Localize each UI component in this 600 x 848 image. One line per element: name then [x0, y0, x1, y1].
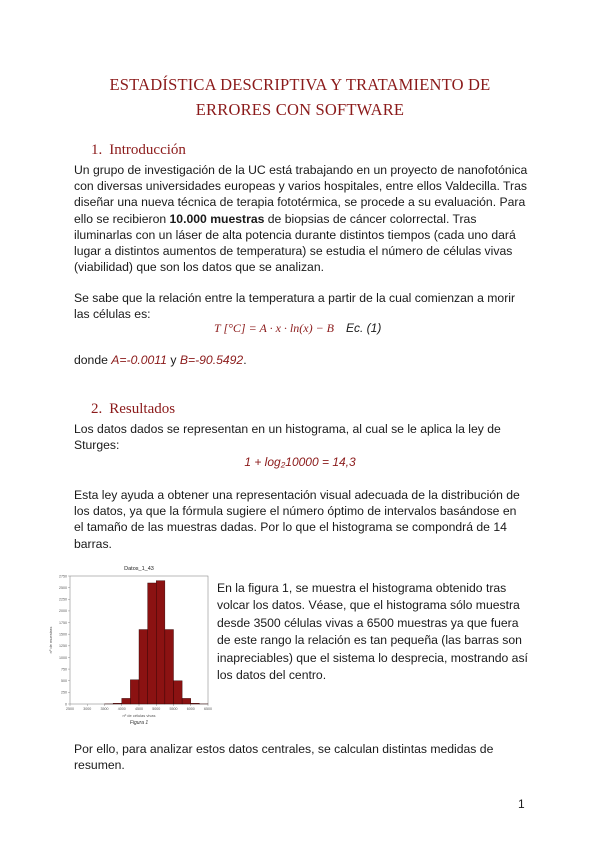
y-tick-label: 250 — [61, 690, 67, 695]
y-tick-label: 1000 — [59, 655, 67, 660]
results-paragraph-3: Por ello, para analizar estos datos centrales, se calculan distintas medidas de resumen. — [74, 742, 494, 773]
equation-formula: T [°C] = A · x · ln(x) − B — [214, 321, 334, 335]
y-tick-label: 2750 — [59, 574, 67, 579]
y-tick-label: 500 — [61, 679, 67, 684]
y-tick-label: 1750 — [59, 620, 67, 625]
y-tick-label: 1250 — [59, 644, 67, 649]
results-paragraph-2: Esta ley ayuda a obtener una representación visual adecuada de la distribución de los datos, ya que la fórmula sugiere el número óptimo de intervalos basándose en el tamaño de las muestras dadas. Por lo que el histograma se compondrá de 14 barras. — [74, 488, 520, 551]
intro-text-b: de biopsias de cáncer colorrectal. Tras iluminarlas con un láser de alta potencia durante distintos tiempos (cada uno dará lugar a distintos aumentos de temperatura) se estudia el número de células vivas (viabilidad) que son los datos que se analizan. — [74, 211, 516, 275]
param-a: A=-0.0011 — [111, 353, 167, 367]
x-tick-label: 5000 — [152, 707, 161, 711]
p3-text-y: y — [166, 353, 180, 367]
section-heading-introduccion — [91, 142, 186, 159]
histogram-bar — [156, 581, 165, 704]
section-number: 1. — [91, 142, 103, 158]
intro-paragraph-3 — [74, 352, 529, 368]
page-number: 1 — [518, 797, 525, 811]
x-tick-label: 5500 — [169, 707, 178, 711]
results-paragraph-1: Los datos dados se representan en un histograma, al cual se le aplica la ley de Sturges: — [74, 422, 501, 453]
y-tick-label: 2500 — [59, 585, 67, 590]
histogram-bar — [113, 703, 122, 704]
chart-title: Datos_1_43 — [124, 566, 154, 572]
histogram-bar — [174, 681, 183, 704]
x-tick-label: 2500 — [66, 707, 74, 711]
x-tick-label: 3000 — [83, 707, 92, 711]
intro-samples-bold: 10.000 muestras — [169, 211, 265, 226]
histogram-bar — [130, 680, 139, 704]
histogram-bar — [165, 630, 174, 704]
equation-1 — [214, 321, 381, 336]
figure-description: En la figura 1, se muestra el histograma obtenido tras volcar los datos. Véase, que el histograma sólo muestra desde 3500 células vivas a 6500 muestras ya que fuera de este rango la relación es tan pequeña (las barras son inapreciables) que el sistema lo desprecia, mostrando así los datos del centro. — [217, 581, 528, 683]
intro-text-a: Un grupo de investigación de la UC está trabajando en un proyecto de nanofotónica con diversas universidades europeas y varios hospitales, entre ellos Valdecilla. Tras diseñar una nueva técnica de terapia fototérmica, se procede a su evaluación. Para ello se recibieron — [74, 163, 528, 226]
y-axis-ticks — [59, 574, 70, 706]
y-tick-label: 2250 — [59, 597, 67, 602]
histogram-bar — [191, 703, 200, 704]
p3-text-a: donde — [74, 353, 112, 367]
p3-text-end: . — [243, 353, 247, 367]
x-axis-ticks — [66, 704, 212, 711]
x-tick-label: 3500 — [100, 707, 109, 711]
histogram-bar — [139, 630, 148, 704]
x-axis-label: nº de células vivas — [122, 713, 156, 718]
section-heading-resultados — [91, 401, 175, 418]
histogram-figure — [44, 562, 214, 728]
document-title — [0, 72, 600, 122]
x-tick-label: 6000 — [186, 707, 195, 711]
title-line-2: ERRORES CON SOFTWARE — [195, 100, 405, 119]
section-title: Resultados — [109, 401, 176, 417]
title-line-1: ESTADÍSTICA DESCRIPTIVA Y TRATAMIENTO DE — [109, 75, 491, 94]
param-b: B=-90.5492 — [179, 353, 244, 367]
y-tick-label: 0 — [65, 702, 67, 707]
histogram-bar — [148, 583, 157, 704]
figure-caption: Figura 1 — [129, 720, 149, 726]
y-axis-label: nº de muestras — [48, 626, 53, 654]
x-tick-label: 4000 — [117, 707, 126, 711]
section-number: 2. — [91, 401, 103, 417]
histogram-bar — [182, 698, 191, 704]
equation-ref: Ec. (1) — [346, 321, 382, 335]
x-tick-label: 4500 — [135, 707, 143, 711]
y-tick-label: 2000 — [59, 609, 67, 614]
y-tick-label: 1500 — [59, 632, 67, 637]
sturges-equation: 1 + log₂10000 = 14,3 — [244, 455, 356, 469]
intro-paragraph-2: Se sabe que la relación entre la temperatura a partir de la cual comienzan a morir las células es: — [74, 291, 516, 322]
x-tick-label: 6500 — [204, 707, 212, 711]
y-tick-label: 750 — [61, 667, 67, 672]
section-title: Introducción — [109, 142, 186, 158]
histogram-bar — [122, 698, 131, 704]
intro-paragraph-1 — [74, 162, 529, 275]
